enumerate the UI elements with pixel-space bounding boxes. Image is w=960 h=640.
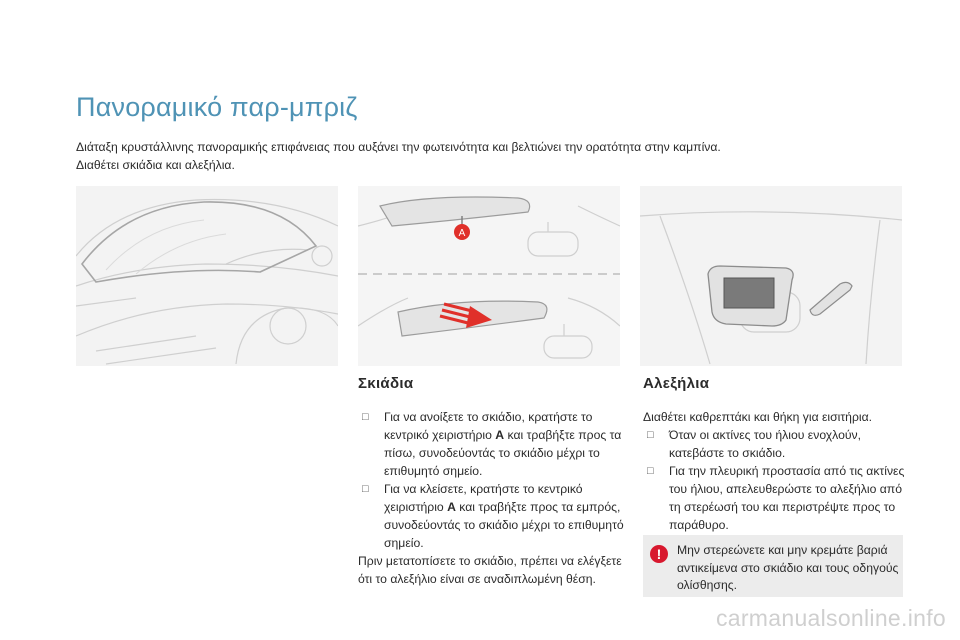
intro-line-2: Διαθέτει σκιάδια και αλεξήλια. <box>76 158 235 172</box>
page-title: Πανοραμικό παρ-μπριζ <box>76 92 358 122</box>
sunvisor-section <box>643 375 911 534</box>
warning-text: Μην στερεώνετε και μην κρεμάτε βαριά αντικείμενα στο σκιάδιο και τους οδηγούς ολίσθησης. <box>677 543 899 592</box>
control-key-a: A <box>495 428 505 442</box>
car-windscreen-illustration <box>76 186 338 366</box>
sunshade-note: Πριν μετατοπίσετε το σκιάδιο, πρέπει να ελέγξετε ότι το αλεξήλιο είναι σε αναδιπλωμένη θέση. <box>358 554 622 586</box>
sunshade-drawing <box>358 186 620 366</box>
car-drawing <box>76 186 338 366</box>
vanity-mirror <box>724 278 774 308</box>
sunshade-open-step: □ Για να ανοίξετε το σκιάδιο, κρατήστε το κεντρικό χειριστήριο A και τραβήξτε προς τα πίσω, συνοδεύοντάς το σκιάδιο μέχρι το επιθυμητό σημείο. <box>362 410 622 478</box>
callout-a-label: A <box>458 228 466 239</box>
sunvisor-mirror-illustration <box>640 186 902 366</box>
sunshade-illustration <box>358 186 620 366</box>
sunshade-close-step: □ Για να κλείσετε, κρατήστε το κεντρικό χειριστήριο A και τραβήξτε προς τα εμπρός, συνοδεύοντάς το σκιάδιο μέχρι το επιθυμητό σημείο. <box>362 482 624 550</box>
sunvisor-step-1: □ Όταν οι ακτίνες του ήλιου ενοχλούν, κατεβάστε το σκιάδιο. <box>647 428 862 460</box>
svg-text:!: ! <box>656 546 662 562</box>
bullet-icon: □ <box>362 411 369 423</box>
warning-icon <box>649 544 669 564</box>
sunvisor-intro: Διαθέτει καθρεπτάκι και θήκη για εισιτήρια. <box>643 410 873 424</box>
sunvisor-heading: Αλεξήλια <box>643 375 710 392</box>
bullet-icon: □ <box>647 465 654 477</box>
sunshade-heading: Σκιάδια <box>358 375 414 392</box>
sunshade-section <box>358 375 626 588</box>
watermark: carmanualsonline.info <box>715 605 946 631</box>
intro-text <box>76 138 896 174</box>
bullet-icon: □ <box>647 429 654 441</box>
intro-line-1: Διάταξη κρυστάλλινης πανοραμικής επιφάνειας που αυξάνει την φωτεινότητα και βελτιώνει την ορατότητα στην καμπίνα. <box>76 140 721 154</box>
bullet-icon: □ <box>362 483 369 495</box>
sunvisor-drawing <box>640 186 902 366</box>
sunvisor-step-2: □ Για την πλευρική προστασία από τις ακτίνες του ήλιου, απελευθερώστε το αλεξήλιο από τη στερέωσή του και περιστρέψτε προς το παράθυρο. <box>647 464 905 532</box>
warning-box <box>643 535 903 597</box>
control-key-a: A <box>447 500 456 514</box>
